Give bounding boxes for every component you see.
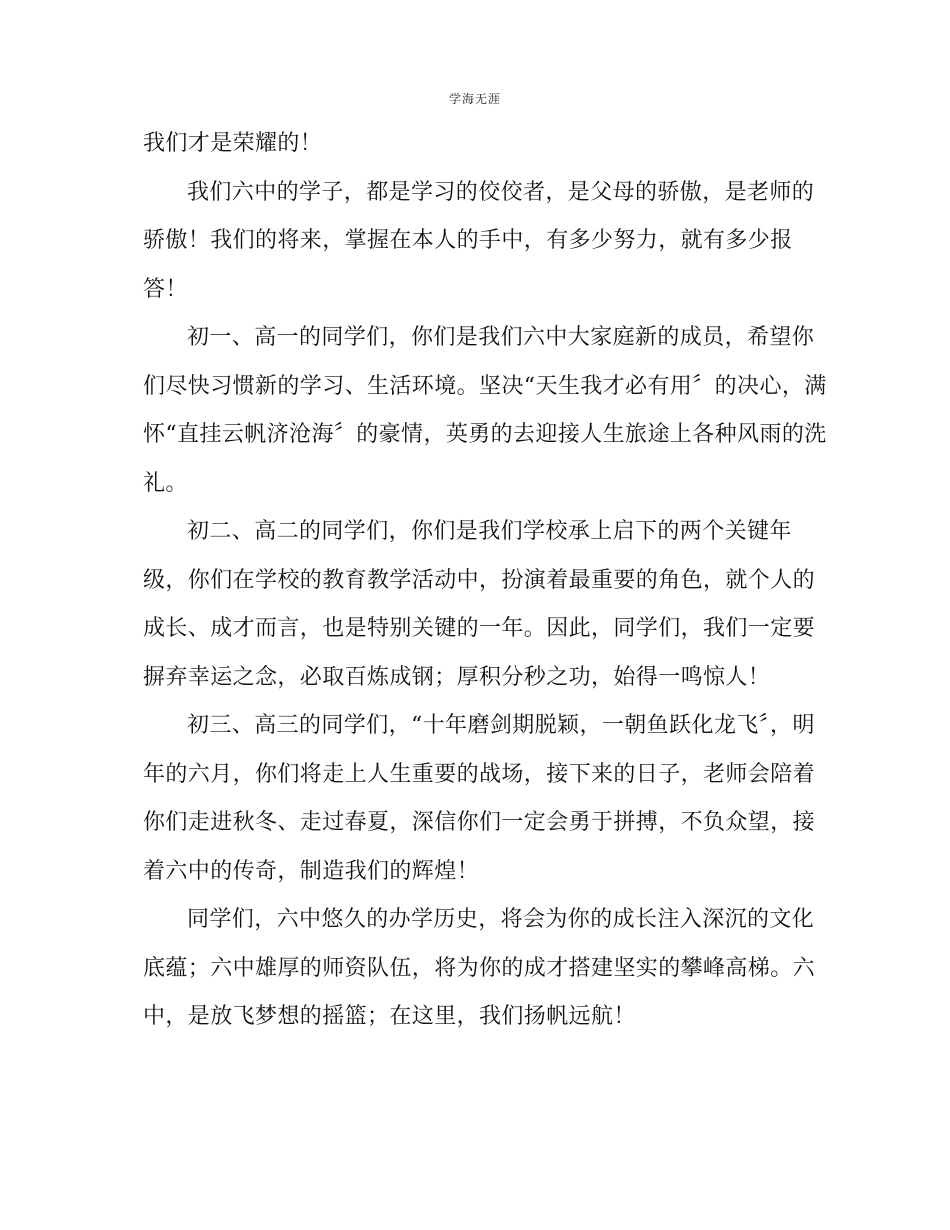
paragraph-line: 初一、高一的同学们，你们是我们六中大家庭新的成员，希望你 bbox=[187, 325, 815, 350]
paragraph-line: 年的六月，你们将走上人生重要的战场，接下来的日子，老师会陪着 bbox=[143, 761, 816, 787]
paragraph-line: 我们六中的学子，都是学习的佼佼者，是父母的骄傲，是老师的 bbox=[187, 179, 815, 205]
paragraph-line: 中，是放飞梦想的摇篮；在这里，我们扬帆远航！ bbox=[143, 1004, 636, 1029]
paragraph-line: 怀“直挂云帆济沧海〞的豪情，英勇的去迎接人生旅途上各种风雨的洗 bbox=[143, 422, 827, 447]
paragraph-line: 级，你们在学校的教育教学活动中，扮演着最重要的角色，就个人的 bbox=[143, 567, 816, 593]
document-body bbox=[143, 120, 827, 1042]
paragraph-line: 礼。 bbox=[143, 470, 188, 496]
paragraph-line: 你们走进秋冬、走过春夏，深信你们一定会勇于拼搏，不负众望，接 bbox=[143, 810, 816, 835]
paragraph-line: 成长、成才而言，也是特别关键的一年。因此，同学们，我们一定要 bbox=[143, 616, 816, 641]
paragraph-line: 摒弃幸运之念，必取百炼成钢；厚积分秒之功，始得一鸣惊人！ bbox=[143, 664, 771, 690]
paragraph-line: 骄傲！我们的将来，掌握在本人的手中，有多少努力，就有多少报 bbox=[143, 228, 793, 253]
paragraph-line: 答！ bbox=[143, 276, 188, 302]
paragraph-line: 同学们，六中悠久的办学历史，将会为你的成长注入深沉的文化 bbox=[187, 907, 815, 932]
paragraph-line: 着六中的传奇，制造我们的辉煌！ bbox=[143, 858, 480, 884]
paragraph-line: 们尽快习惯新的学习、生活环境。坚决“天生我才必有用〞的决心，满 bbox=[143, 373, 827, 399]
paragraph-line: 我们才是荣耀的！ bbox=[143, 131, 323, 156]
page-header: 学海无涯 bbox=[448, 92, 501, 106]
paragraph-line: 初三、高三的同学们，“十年磨剑期脱颖，一朝鱼跃化龙飞〞，明 bbox=[187, 713, 815, 738]
paragraph-line: 初二、高二的同学们，你们是我们学校承上启下的两个关键年 bbox=[187, 519, 792, 544]
paragraph-line: 底蕴；六中雄厚的师资队伍，将为你的成才搭建坚实的攀峰高梯。六 bbox=[143, 955, 816, 981]
